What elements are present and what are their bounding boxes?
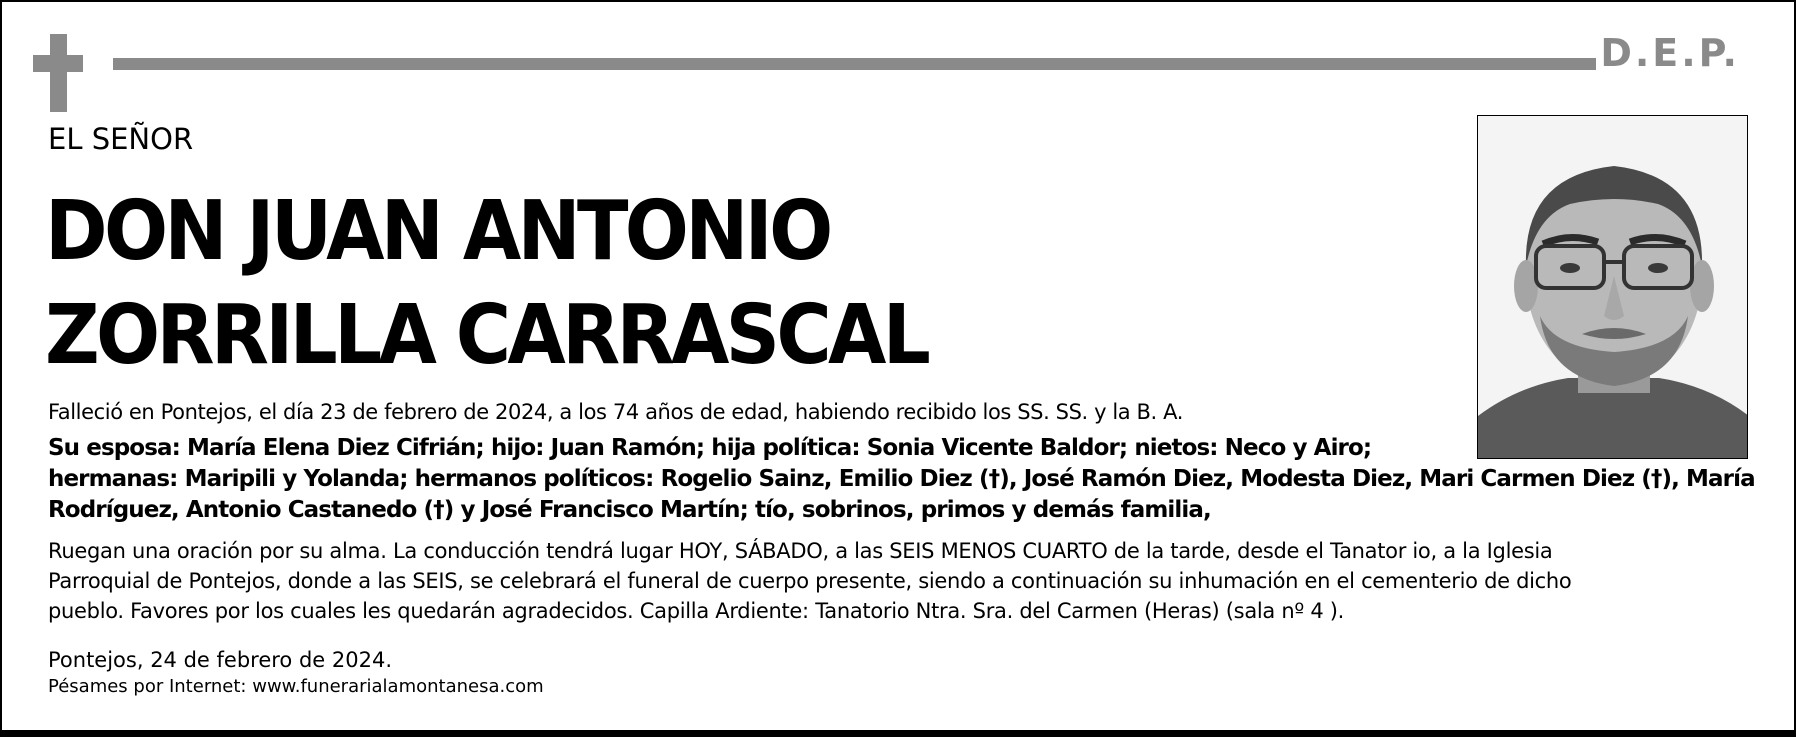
portrait-image: [1478, 116, 1748, 459]
portrait-photo: [1477, 115, 1748, 459]
family-line-1: Su esposa: María Elena Diez Cifrián; hijo: Juan Ramón; hija política: Sonia Vicente Baldor; nietos: Neco y Airo;: [48, 435, 1372, 461]
family-line-2: hermanas: Maripili y Yolanda; hermanos políticos: Rogelio Sainz, Emilio Diez (†), José Ramón Diez, Modesta Diez, Mari Carmen Diez (†), María: [48, 466, 1755, 492]
condolences-link: Pésames por Internet: www.funerarialamontanesa.com: [48, 676, 544, 697]
cross-horizontal-bar: [33, 55, 83, 72]
name-line-2: ZORRILLA CARRASCAL: [45, 288, 928, 383]
deceased-name: [45, 180, 927, 388]
death-notice-text: Falleció en Pontejos, el día 23 de febrero de 2024, a los 74 años de edad, habiendo recibido los SS. SS. y la B. A.: [48, 400, 1183, 424]
family-line-3: Rodríguez, Antonio Castanedo (†) y José Francisco Martín; tío, sobrinos, primos y demás familia,: [48, 497, 1211, 523]
header-rule: [113, 58, 1596, 70]
prayer-line-3: pueblo. Favores por los cuales les quedarán agradecidos. Capilla Ardiente: Tanatorio Ntra. Sra. del Carmen (Heras) (sala nº 4 ).: [48, 599, 1345, 623]
name-line-1: DON JUAN ANTONIO: [45, 184, 830, 279]
prayer-line-2: Parroquial de Pontejos, donde a las SEIS, se celebrará el funeral de cuerpo presente, siendo a continuación su inhumación en el cementerio de dicho: [48, 569, 1572, 593]
prayer-line-1: Ruegan una oración por su alma. La conducción tendrá lugar HOY, SÁBADO, a las SEIS MENOS CUARTO de la tarde, desde el Tanator io, a la Iglesia: [48, 539, 1553, 563]
family-text: [48, 433, 1768, 526]
place-date: Pontejos, 24 de febrero de 2024.: [48, 648, 392, 672]
dep-label: D.E.P.: [1600, 31, 1740, 75]
funeral-details-text: [48, 536, 1768, 626]
cross-vertical-bar: [50, 34, 67, 112]
honorific: EL SEÑOR: [48, 122, 194, 156]
